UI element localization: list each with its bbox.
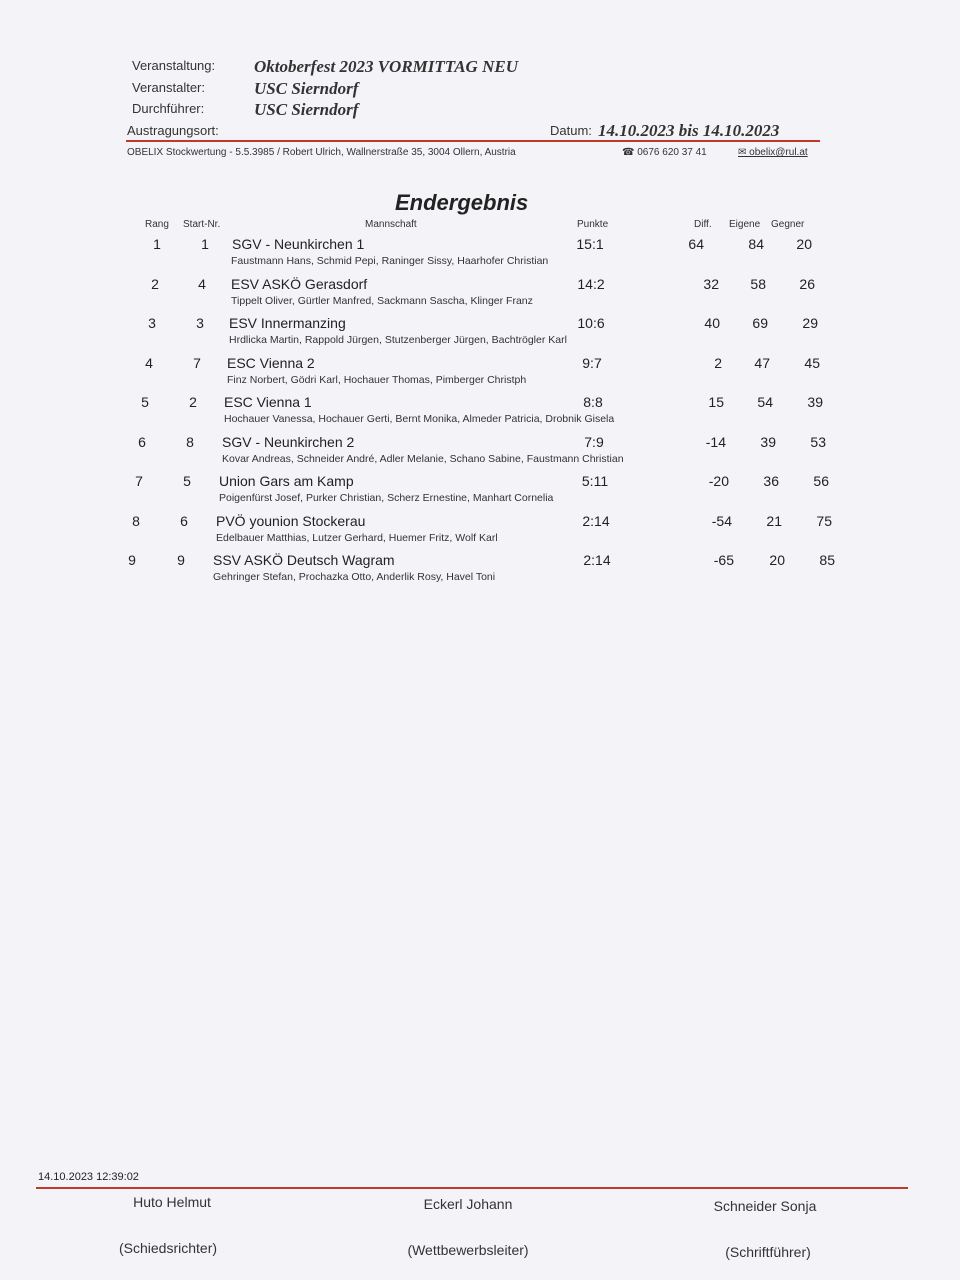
table-row	[0, 469, 960, 509]
table-row	[0, 311, 960, 351]
team-cell: ESV ASKÖ Gerasdorf	[231, 275, 368, 292]
points-cell: 9:7	[582, 354, 602, 371]
print-timestamp: 14.10.2023 12:39:02	[38, 1171, 139, 1183]
opponent-cell: 85	[819, 552, 835, 568]
table-row	[0, 430, 960, 470]
rank-cell: 8	[132, 512, 140, 529]
rank-cell: 4	[145, 354, 153, 371]
team-cell: SSV ASKÖ Deutsch Wagram	[213, 552, 395, 568]
signature-role: (Schiedsrichter)	[118, 1240, 218, 1256]
points-cell: 10:6	[577, 315, 605, 331]
team-cell: ESC Vienna 1	[224, 394, 312, 410]
rank-cell: 6	[138, 433, 146, 450]
points-cell: 2:14	[582, 512, 610, 529]
opponent-cell: 26	[799, 275, 815, 292]
col-start: Start-Nr.	[183, 219, 221, 230]
own-cell: 21	[766, 512, 782, 529]
own-cell: 20	[769, 552, 785, 568]
header-divider	[126, 140, 820, 142]
table-row	[0, 548, 960, 588]
col-eigene: Eigene	[729, 219, 761, 230]
date-label: Datum:	[550, 123, 592, 138]
diff-cell: -54	[711, 512, 732, 529]
col-punkte: Punkte	[577, 219, 609, 230]
rank-cell: 5	[141, 394, 149, 410]
col-gegner: Gegner	[771, 219, 805, 230]
team-cell: ESV Innermanzing	[229, 315, 346, 331]
players-cell: Hrdlicka Martin, Rappold Jürgen, Stutzenberger Jürgen, Bachtrögler Karl	[229, 334, 567, 346]
start-cell: 3	[196, 315, 204, 331]
footer-divider	[36, 1187, 908, 1189]
organizer-name: USC Sierndorf	[254, 79, 359, 98]
start-cell: 2	[189, 394, 197, 410]
players-cell: Tippelt Oliver, Gürtler Manfred, Sackmann Sascha, Klinger Franz	[231, 294, 533, 307]
event-date: 14.10.2023 bis 14.10.2023	[598, 121, 780, 140]
diff-cell: -14	[705, 433, 726, 450]
executor-label: Durchführer:	[132, 101, 205, 116]
software-info: OBELIX Stockwertung - 5.5.3985 / Robert Ulrich, Wallnerstraße 35, 3004 Ollern, Austria	[127, 147, 516, 158]
own-cell: 36	[763, 473, 779, 489]
start-cell: 8	[186, 433, 194, 450]
signature-name: Huto Helmut	[133, 1194, 211, 1210]
phone-number: ☎ 0676 620 37 41	[622, 147, 707, 158]
start-cell: 9	[177, 552, 185, 568]
points-cell: 2:14	[583, 552, 611, 568]
diff-cell: 32	[703, 275, 719, 292]
col-rang: Rang	[145, 219, 169, 230]
own-cell: 54	[757, 394, 773, 410]
diff-cell: 2	[714, 354, 722, 371]
points-cell: 8:8	[583, 394, 603, 410]
team-cell: Union Gars am Kamp	[219, 473, 354, 489]
rank-cell: 7	[135, 473, 143, 489]
signature-name: Schneider Sonja	[713, 1198, 817, 1214]
diff-cell: 15	[708, 394, 724, 410]
signature-role: (Wettbewerbsleiter)	[407, 1242, 529, 1258]
own-cell: 69	[752, 315, 768, 331]
start-cell: 4	[198, 275, 206, 292]
opponent-cell: 39	[807, 394, 823, 410]
players-cell: Hochauer Vanessa, Hochauer Gerti, Bernt Monika, Almeder Patricia, Drobnik Gisela	[224, 413, 615, 425]
rank-cell: 3	[148, 315, 156, 331]
signature-name: Eckerl Johann	[423, 1196, 513, 1212]
own-cell: 39	[760, 433, 776, 450]
own-cell: 58	[750, 275, 766, 292]
opponent-cell: 20	[796, 236, 812, 252]
organizer-label: Veranstalter:	[132, 80, 205, 95]
team-cell: ESC Vienna 2	[227, 354, 315, 371]
opponent-cell: 29	[802, 315, 818, 331]
players-cell: Faustmann Hans, Schmid Pepi, Raninger Sissy, Haarhofer Christian	[231, 255, 549, 267]
diff-cell: -65	[713, 552, 734, 568]
table-row	[0, 351, 960, 391]
table-row	[0, 509, 960, 549]
players-cell: Edelbauer Matthias, Lutzer Gerhard, Huemer Fritz, Wolf Karl	[216, 531, 498, 544]
table-row	[0, 390, 960, 430]
venue-label: Austragungsort:	[127, 123, 219, 138]
page-title: Endergebnis	[395, 190, 529, 215]
start-cell: 5	[183, 473, 191, 489]
rank-cell: 2	[151, 275, 159, 292]
start-cell: 6	[180, 512, 188, 529]
own-cell: 84	[748, 236, 764, 252]
opponent-cell: 75	[816, 512, 832, 529]
email-address[interactable]: ✉ obelix@rul.at	[738, 147, 808, 158]
opponent-cell: 45	[804, 354, 820, 371]
rank-cell: 9	[128, 552, 136, 568]
opponent-cell: 53	[810, 433, 826, 450]
event-label: Veranstaltung:	[132, 58, 216, 73]
opponent-cell: 56	[813, 473, 829, 489]
rank-cell: 1	[153, 236, 161, 252]
diff-cell: -20	[708, 473, 729, 489]
team-cell: SGV - Neunkirchen 1	[232, 236, 365, 252]
points-cell: 14:2	[577, 275, 605, 292]
results-table	[0, 232, 960, 588]
col-diff: Diff.	[694, 219, 712, 230]
team-cell: SGV - Neunkirchen 2	[222, 433, 355, 450]
own-cell: 47	[754, 354, 770, 371]
points-cell: 5:11	[581, 473, 609, 489]
start-cell: 1	[201, 236, 209, 252]
team-cell: PVÖ younion Stockerau	[216, 512, 366, 529]
points-cell: 15:1	[576, 236, 604, 252]
table-row	[0, 272, 960, 312]
start-cell: 7	[193, 354, 201, 371]
diff-cell: 40	[704, 315, 720, 331]
event-name: Oktoberfest 2023 VORMITTAG NEU	[254, 57, 518, 76]
diff-cell: 64	[688, 236, 704, 252]
points-cell: 7:9	[584, 433, 604, 450]
table-row	[0, 232, 960, 272]
executor-name: USC Sierndorf	[254, 100, 359, 119]
signature-role: (Schriftführer)	[725, 1244, 811, 1260]
players-cell: Finz Norbert, Gödri Karl, Hochauer Thomas, Pimberger Christph	[227, 373, 527, 386]
players-cell: Gehringer Stefan, Prochazka Otto, Anderlik Rosy, Havel Toni	[213, 571, 496, 583]
col-mannschaft: Mannschaft	[365, 219, 417, 230]
players-cell: Poigenfürst Josef, Purker Christian, Scherz Ernestine, Manhart Cornelia	[219, 492, 554, 504]
players-cell: Kovar Andreas, Schneider André, Adler Melanie, Schano Sabine, Faustmann Christian	[222, 452, 624, 465]
